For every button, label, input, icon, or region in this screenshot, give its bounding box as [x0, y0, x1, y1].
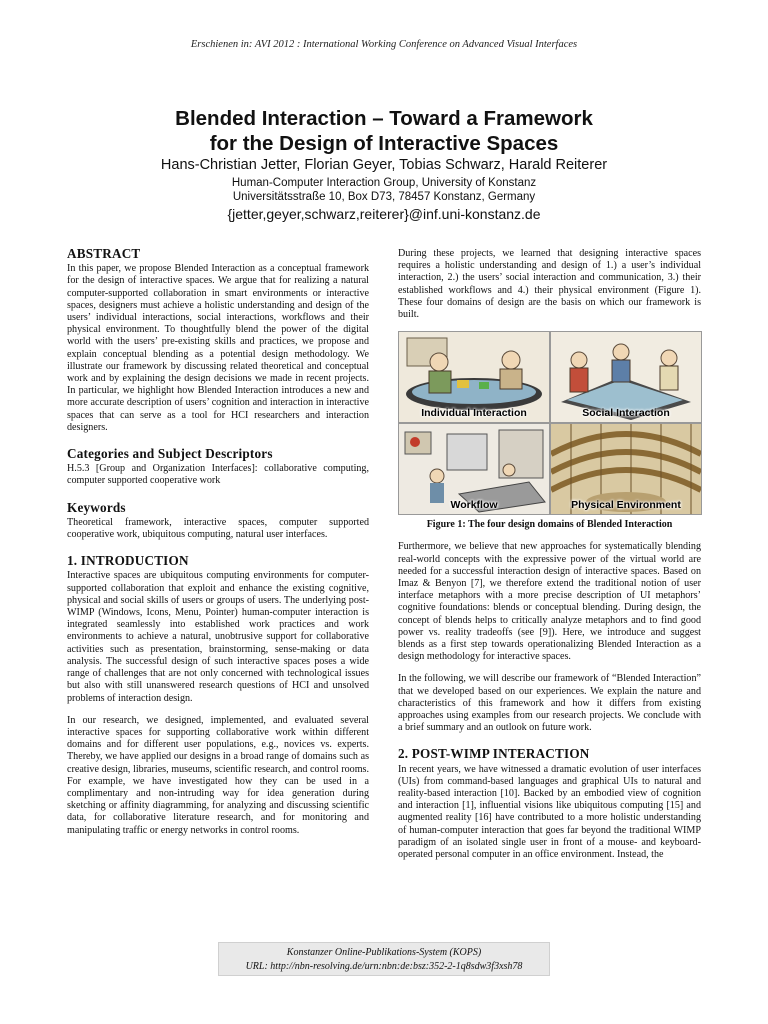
keywords-text: Theoretical framework, interactive spaces, computer supported cooperative work, ubiquitous computing, natural user interfaces.	[67, 516, 369, 541]
figure-panel-workflow	[398, 423, 550, 515]
publication-note: Erschienen in: AVI 2012 : International Working Conference on Advanced Visual Interfaces	[190, 39, 578, 50]
title-line-2: for the Design of Interactive Spaces	[209, 132, 559, 155]
affiliation-line-1: Human-Computer Interaction Group, University of Konstanz	[231, 177, 537, 189]
figure-panel-physical-environment	[550, 423, 702, 515]
keywords-heading: Keywords	[67, 499, 126, 515]
footer-url: URL: http://nbn-resolving.de/urn:nbn:de:bsz:352-2-1q8sdw3f3xsh78	[245, 961, 523, 972]
panel-label: Social Interaction	[582, 407, 670, 420]
figure-caption: Figure 1: The four design domains of Blended Interaction	[426, 519, 673, 531]
figure-panel-individual-interaction	[398, 331, 550, 423]
left-column	[67, 248, 369, 847]
title-line-1: Blended Interaction – Toward a Framework	[175, 107, 593, 130]
panel-label: Physical Environment	[571, 499, 681, 512]
categories-heading: Categories and Subject Descriptors	[67, 446, 273, 462]
abstract-text: In this paper, we propose Blended Interaction as a conceptual framework for the design of interactive spaces. We argue that for realizing a natural computer-supported collaboration in smart environments or interactive spaces, designers must achieve a holistic understanding and design of the users’ individual interactions, social interactions, workflows and their physical environment. To thoughtfully blend the power of the digital world with the users’ pre-existing skills and practices, we propose and explain conceptual blending as a potential design methodology. We illustrate our framework by discussing related theoretical and conceptual work and by explaining the design decisions we made in recent projects. In particular, we highlight how Blended Interaction introduces a new and more accurate description of users’ cognition and interaction in interactive spaces that can serve as a tool for HCI researchers and interaction designers.	[67, 263, 369, 433]
affiliation-line-2: Universitätsstraße 10, Box D73, 78457 Konstanz, Germany	[232, 191, 536, 203]
panel-label: Individual Interaction	[421, 407, 527, 420]
postwimp-text: In recent years, we have witnessed a dramatic evolution of user interfaces (UIs) from command-based languages and graphical UIs to natural and reality-based interaction [10]. Backed by an embodied view of cognition and interaction [1], influential visions like ubiquitous computing [15] and augmented reality [16] have contributed to a more holistic understanding of human-computer interaction that goes far beyond the traditional WIMP paradigm of an isolated single user in front of a mouse- and keyboard-operated personal computer in an office environment. Instead, the	[398, 763, 701, 861]
categories-text: H.5.3 [Group and Organization Interfaces]: collaborative computing, computer supported cooperative work	[67, 463, 369, 487]
authors: Hans-Christian Jetter, Florian Geyer, Tobias Schwarz, Harald Reiterer	[160, 157, 608, 173]
figure-panel-social-interaction	[550, 331, 702, 423]
figure-1	[398, 331, 701, 513]
right-column	[398, 248, 701, 871]
paper-title	[0, 106, 768, 156]
footer-line-1: Konstanzer Online-Publikations-System (KOPS)	[286, 947, 482, 958]
introduction-heading: 1. INTRODUCTION	[67, 553, 189, 569]
introduction-paragraph-2: In our research, we designed, implemented, and evaluated several interactive spaces for supporting collaborative work within different domains and for different user populations, e.g., novices vs. experts. Thereby, we have applied our designs in a broad range of domains such as creative design, libraries, museums, scientific research, and control rooms. For example, we have investigated how they can be used in a complimentary and non-intruding way for idea generation during sketching or affinity diagramming, for analyzing and discussing scientific data, for collaborative literature research, and for monitoring and manipulating traffic or energy networks in control rooms.	[67, 714, 369, 836]
postwimp-heading: 2. POST-WIMP INTERACTION	[398, 746, 590, 762]
kops-footer	[218, 942, 550, 976]
right-paragraph-1: During these projects, we learned that designing interactive spaces requires a holistic understanding and design of 1.) a user’s individual interaction, 2.) the users’ social interaction and communication, 3.) their established workflows and 4.) their physical environment (Figure 1). These four domains of design are the basis on which our framework is built.	[398, 248, 701, 321]
introduction-paragraph-1: Interactive spaces are ubiquitous computing environments for computer-supported collaboration that exploit and enhance the existing cognitive, physical and social skills of users or groups of users. The underlying post-WIMP (Windows, Icons, Menu, Pointer) human-computer interaction is integrated seamlessly into established work practices and work environments to achieve a natural, unobtrusive support for collaborative activities such as presentation, brainstorming, sense-making or data analysis. The successful design of such interactive spaces poses a wide range of challenges that are not only concerned with technological issues but also with still unanswered research questions of HCI and unsolved problems of interaction design.	[67, 570, 369, 704]
affiliation	[0, 176, 768, 204]
abstract-heading: ABSTRACT	[67, 246, 141, 261]
right-paragraph-3: In the following, we will describe our framework of “Blended Interaction” that we developed based on our experiences. We explain the nature and characteristics of this framework and how it differs from existing approaches using examples from our research projects. We conclude with a brief summary and an outlook on future work.	[398, 673, 701, 734]
author-email: {jetter,geyer,schwarz,reiterer}@inf.uni-konstanz.de	[227, 206, 541, 222]
right-paragraph-2: Furthermore, we believe that new approaches for systematically blending real-world concepts with the expressive power of the virtual world are needed for a successful interaction design of interactive spaces. Based on Imaz & Benyon [7], we therefore extend the traditional notion of user interface metaphors with a more precise description of UI metaphors’ cognitive foundations: blends or conceptual blending. During design, the concept of blends helps to critically analyze metaphors and to find good power vs. reality tradeoffs (see [9]). Here, we introduce and suggest blends as a first step towards operationalizing Blended Interaction as a design methodology for interactive spaces.	[398, 541, 701, 663]
panel-label: Workflow	[450, 499, 498, 512]
